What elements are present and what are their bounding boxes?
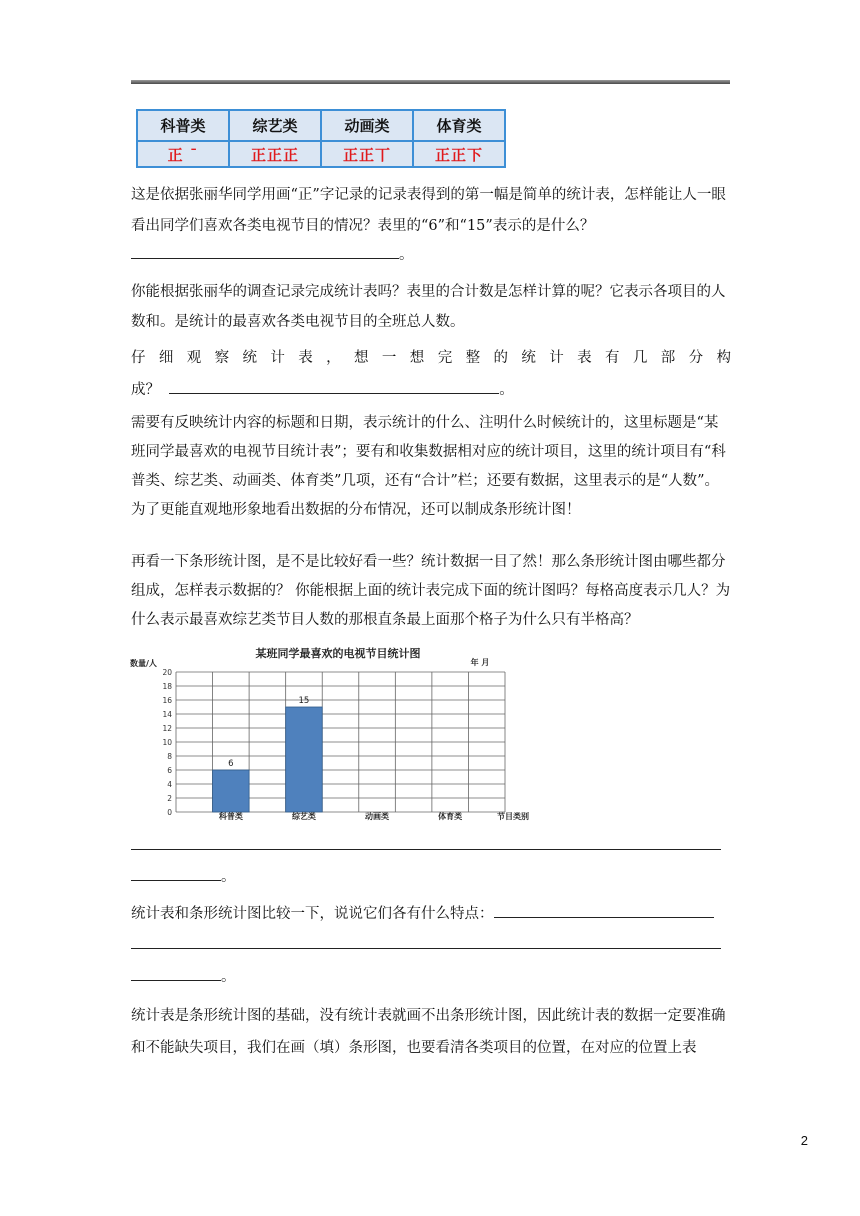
answer-line-2 [131, 866, 731, 887]
paragraph-1: 这是依据张丽华同学用画“正”字记录的记录表得到的第一幅是简单的统计表，怎样能让人一眼看出同学们喜欢各类电视节目的情况？表里的“6”和“15”表示的是什么？ [131, 187, 726, 234]
x-category-label: 动画类 [365, 812, 390, 821]
blank-2[interactable] [169, 379, 499, 394]
bar-data-label: 15 [298, 696, 310, 706]
tally-table [136, 109, 506, 168]
paragraph-6 [131, 903, 731, 924]
bar-chart [128, 642, 548, 832]
header-rule [131, 80, 730, 84]
paragraph-5: 再看一下条形统计图，是不是比较好看一些？统计数据一目了然！那么条形统计图由哪些都分组成，怎样表示数据的？ 你能根据上面的统计表完成下面的统计图吗？每格高度表示几人？为什么表示最喜欢综艺类节目人数的那根直条最上面那个格子为什么只有半格高？ [131, 554, 731, 628]
tally-header-animation: 动画类 [321, 110, 413, 141]
tally-mark-science: 正 ¯ [137, 141, 229, 167]
paragraph-7: 统计表是条形统计图的基础，没有统计表就画不出条形统计图，因此统计表的数据一定要准确和不能缺失项目，我们在画（填）条形图，也要看清各类项目的位置，在对应的位置上表 [131, 1008, 726, 1056]
chart-date-label: 年 月 [470, 658, 490, 667]
y-tick-label: 12 [162, 724, 172, 733]
bar-1 [286, 707, 323, 812]
y-tick-label: 16 [162, 696, 172, 705]
tally-mark-sports: 正正下 [413, 141, 505, 167]
paragraph-4: 需要有反映统计内容的标题和日期，表示统计的什么、注明什么时候统计的，这里标题是“某班同学最喜欢的电视节目统计表”；要有和收集数据相对应的统计项目，这里的统计项目有“科普类、综艺类、动画类、体育类”几项，还有“合计”栏；还要有数据，这里表示的是“人数”。为了更能直观地形象地看出数据的分布情况，还可以制成条形统计图！ [131, 415, 726, 518]
answer-end-2: 。 [499, 382, 514, 398]
x-category-label: 体育类 [438, 812, 463, 821]
paragraph-3b-text: 成？ [131, 382, 160, 398]
y-tick-label: 18 [162, 682, 172, 691]
y-tick-label: 2 [167, 794, 172, 803]
y-tick-label: 20 [162, 668, 172, 677]
blank-3[interactable] [131, 866, 221, 881]
page-number: 2 [800, 1133, 808, 1148]
y-tick-label: 0 [167, 808, 172, 817]
paragraph-3a: 仔细观察统计表，想一想完整的统计表有几部分构 [131, 350, 731, 366]
answer-line-long-2[interactable] [131, 948, 721, 949]
paragraph-2: 你能根据张丽华的调查记录完成统计表吗？表里的合计数是怎样计算的呢？它表示各项目的人数和。是统计的最喜欢各类电视节目的全班总人数。 [131, 284, 726, 330]
x-category-label: 科普类 [218, 812, 243, 821]
y-tick-label: 8 [167, 752, 172, 761]
answer-line-1 [131, 244, 731, 265]
x-category-label: 综艺类 [291, 812, 316, 821]
tally-mark-variety: 正正正 [229, 141, 321, 167]
tally-header-science: 科普类 [137, 110, 229, 141]
tally-mark-animation: 正正丅 [321, 141, 413, 167]
blank-4[interactable] [494, 903, 714, 918]
answer-end-3: 。 [221, 869, 236, 885]
paragraph-3b [131, 379, 731, 400]
paragraph-6-text: 统计表和条形统计图比较一下，说说它们各有什么特点： [131, 906, 494, 922]
y-tick-label: 10 [162, 738, 172, 747]
y-tick-label: 4 [167, 780, 172, 789]
chart-title: 某班同学最喜欢的电视节目统计图 [255, 647, 421, 660]
bar-data-label: 6 [228, 759, 234, 769]
y-tick-label: 14 [162, 710, 172, 719]
y-tick-label: 6 [167, 766, 172, 775]
tally-header-sports: 体育类 [413, 110, 505, 141]
bar-0 [213, 770, 250, 812]
blank-1[interactable] [131, 244, 399, 259]
answer-end-1: 。 [399, 247, 414, 263]
y-axis-label: 数量/人 [130, 659, 157, 668]
x-axis-label: 节目类别 [497, 812, 529, 821]
answer-line-long-1[interactable] [131, 849, 721, 850]
answer-line-3 [131, 966, 731, 987]
answer-end-4: 。 [221, 969, 236, 985]
blank-5[interactable] [131, 966, 221, 981]
tally-header-variety: 综艺类 [229, 110, 321, 141]
